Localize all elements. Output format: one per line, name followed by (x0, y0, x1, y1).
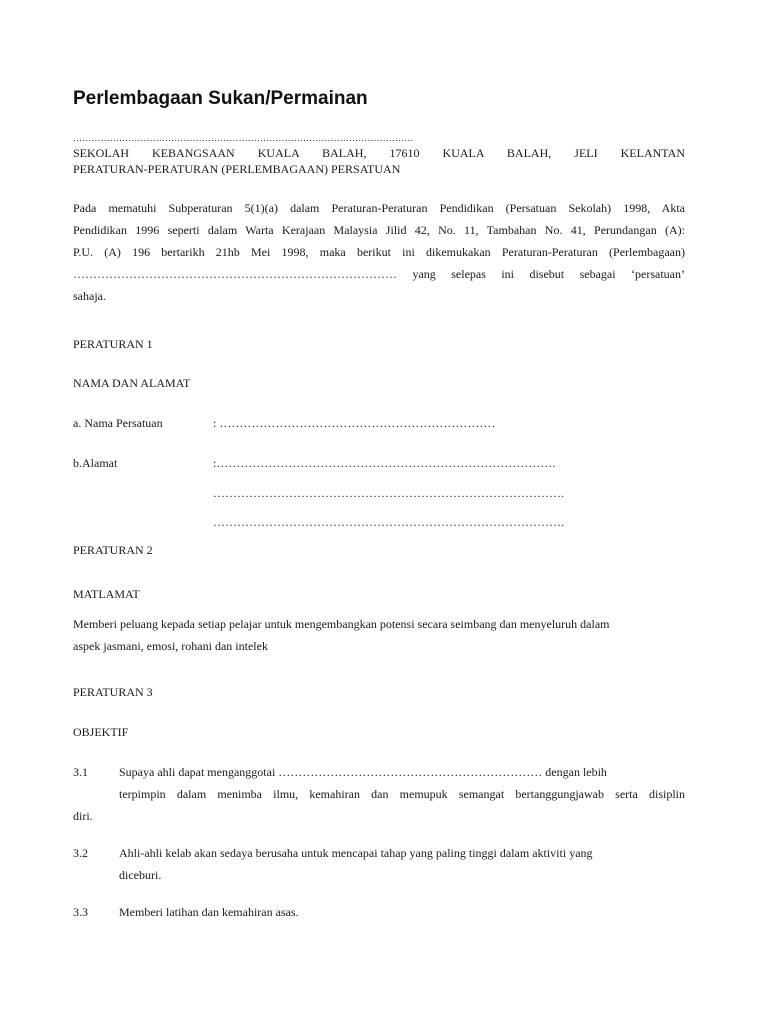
peraturan-2-heading: PERATURAN 2 (73, 543, 153, 557)
objective-3-1-line-3: diri. (73, 809, 93, 823)
objective-3-1-line-2-wrap (119, 786, 685, 802)
field-address-line-2: ……………………………………………………………………………. (213, 486, 564, 500)
objective-3-3-number: 3.3 (73, 905, 88, 919)
top-dotted-line: ………………………………………………………………………………………………… (73, 133, 414, 143)
intro-line-1: Pada mematuhi Subperaturan 5(1)(a) dalam Peraturan-Peraturan Pendidikan (Persatuan Sekolah) 1998, Akta (73, 201, 685, 215)
objektif-heading: OBJEKTIF (73, 725, 129, 739)
intro-line-4: ……………………………………………………………………… yang selepas ini disebut sebagai ‘persatuan’ (73, 267, 685, 281)
peraturan-1-heading: PERATURAN 1 (73, 337, 153, 351)
field-name-label: a. Nama Persatuan (73, 416, 163, 430)
matlamat-line-2: aspek jasmani, emosi, rohani dan intelek (73, 639, 268, 653)
peraturan-3-heading: PERATURAN 3 (73, 685, 153, 699)
intro-line-5: sahaja. (73, 289, 106, 303)
matlamat-heading: MATLAMAT (73, 587, 140, 601)
objective-3-3-line-1: Memberi latihan dan kemahiran asas. (119, 905, 299, 919)
objective-3-2-number: 3.2 (73, 846, 88, 860)
intro-line-3: P.U. (A) 196 bertarikh 21hb Mei 1998, maka berikut ini dikemukakan Peraturan-Peraturan (Perlembagaan) (73, 245, 685, 259)
field-name-value: : …………………………………………………………… (213, 416, 496, 430)
objective-3-2-line-1: Ahli-ahli kelab akan sedaya berusaha untuk mencapai tahap yang paling tinggi dalam aktiviti yang (119, 846, 593, 860)
field-address-line-1: :…………………………………………………………………………. (213, 456, 556, 470)
field-address-label: b.Alamat (73, 456, 118, 470)
school-header (73, 145, 685, 177)
objective-3-1-line-2: terpimpin dalam menimba ilmu, kemahiran dan memupuk semangat bertanggungjawab serta disiplin (119, 787, 685, 801)
school-header-line-2: PERATURAN-PERATURAN (PERLEMBAGAAN) PERSATUAN (73, 162, 401, 176)
school-header-line-1: SEKOLAH KEBANGSAAN KUALA BALAH, 17610 KUALA BALAH, JELI KELANTAN (73, 146, 685, 160)
intro-line-2: Pendidikan 1996 seperti dalam Warta Kerajaan Malaysia Jilid 42, No. 11, Tambahan No. 41, Perundangan (A): (73, 223, 685, 237)
objective-3-1-number: 3.1 (73, 765, 88, 779)
document-title: Perlembagaan Sukan/Permainan (73, 88, 368, 109)
field-address-line-3: ……………………………………………………………………………. (213, 515, 564, 529)
objective-3-2-line-2: diceburi. (119, 868, 162, 882)
matlamat-line-1: Memberi peluang kepada setiap pelajar untuk mengembangkan potensi secara seimbang dan menyeluruh dalam (73, 617, 610, 631)
objective-3-1-line-1: Supaya ahli dapat menganggotai ………………………………………………………… dengan lebih (119, 765, 607, 779)
nama-dan-alamat-heading: NAMA DAN ALAMAT (73, 376, 191, 390)
intro-paragraph (73, 197, 685, 307)
